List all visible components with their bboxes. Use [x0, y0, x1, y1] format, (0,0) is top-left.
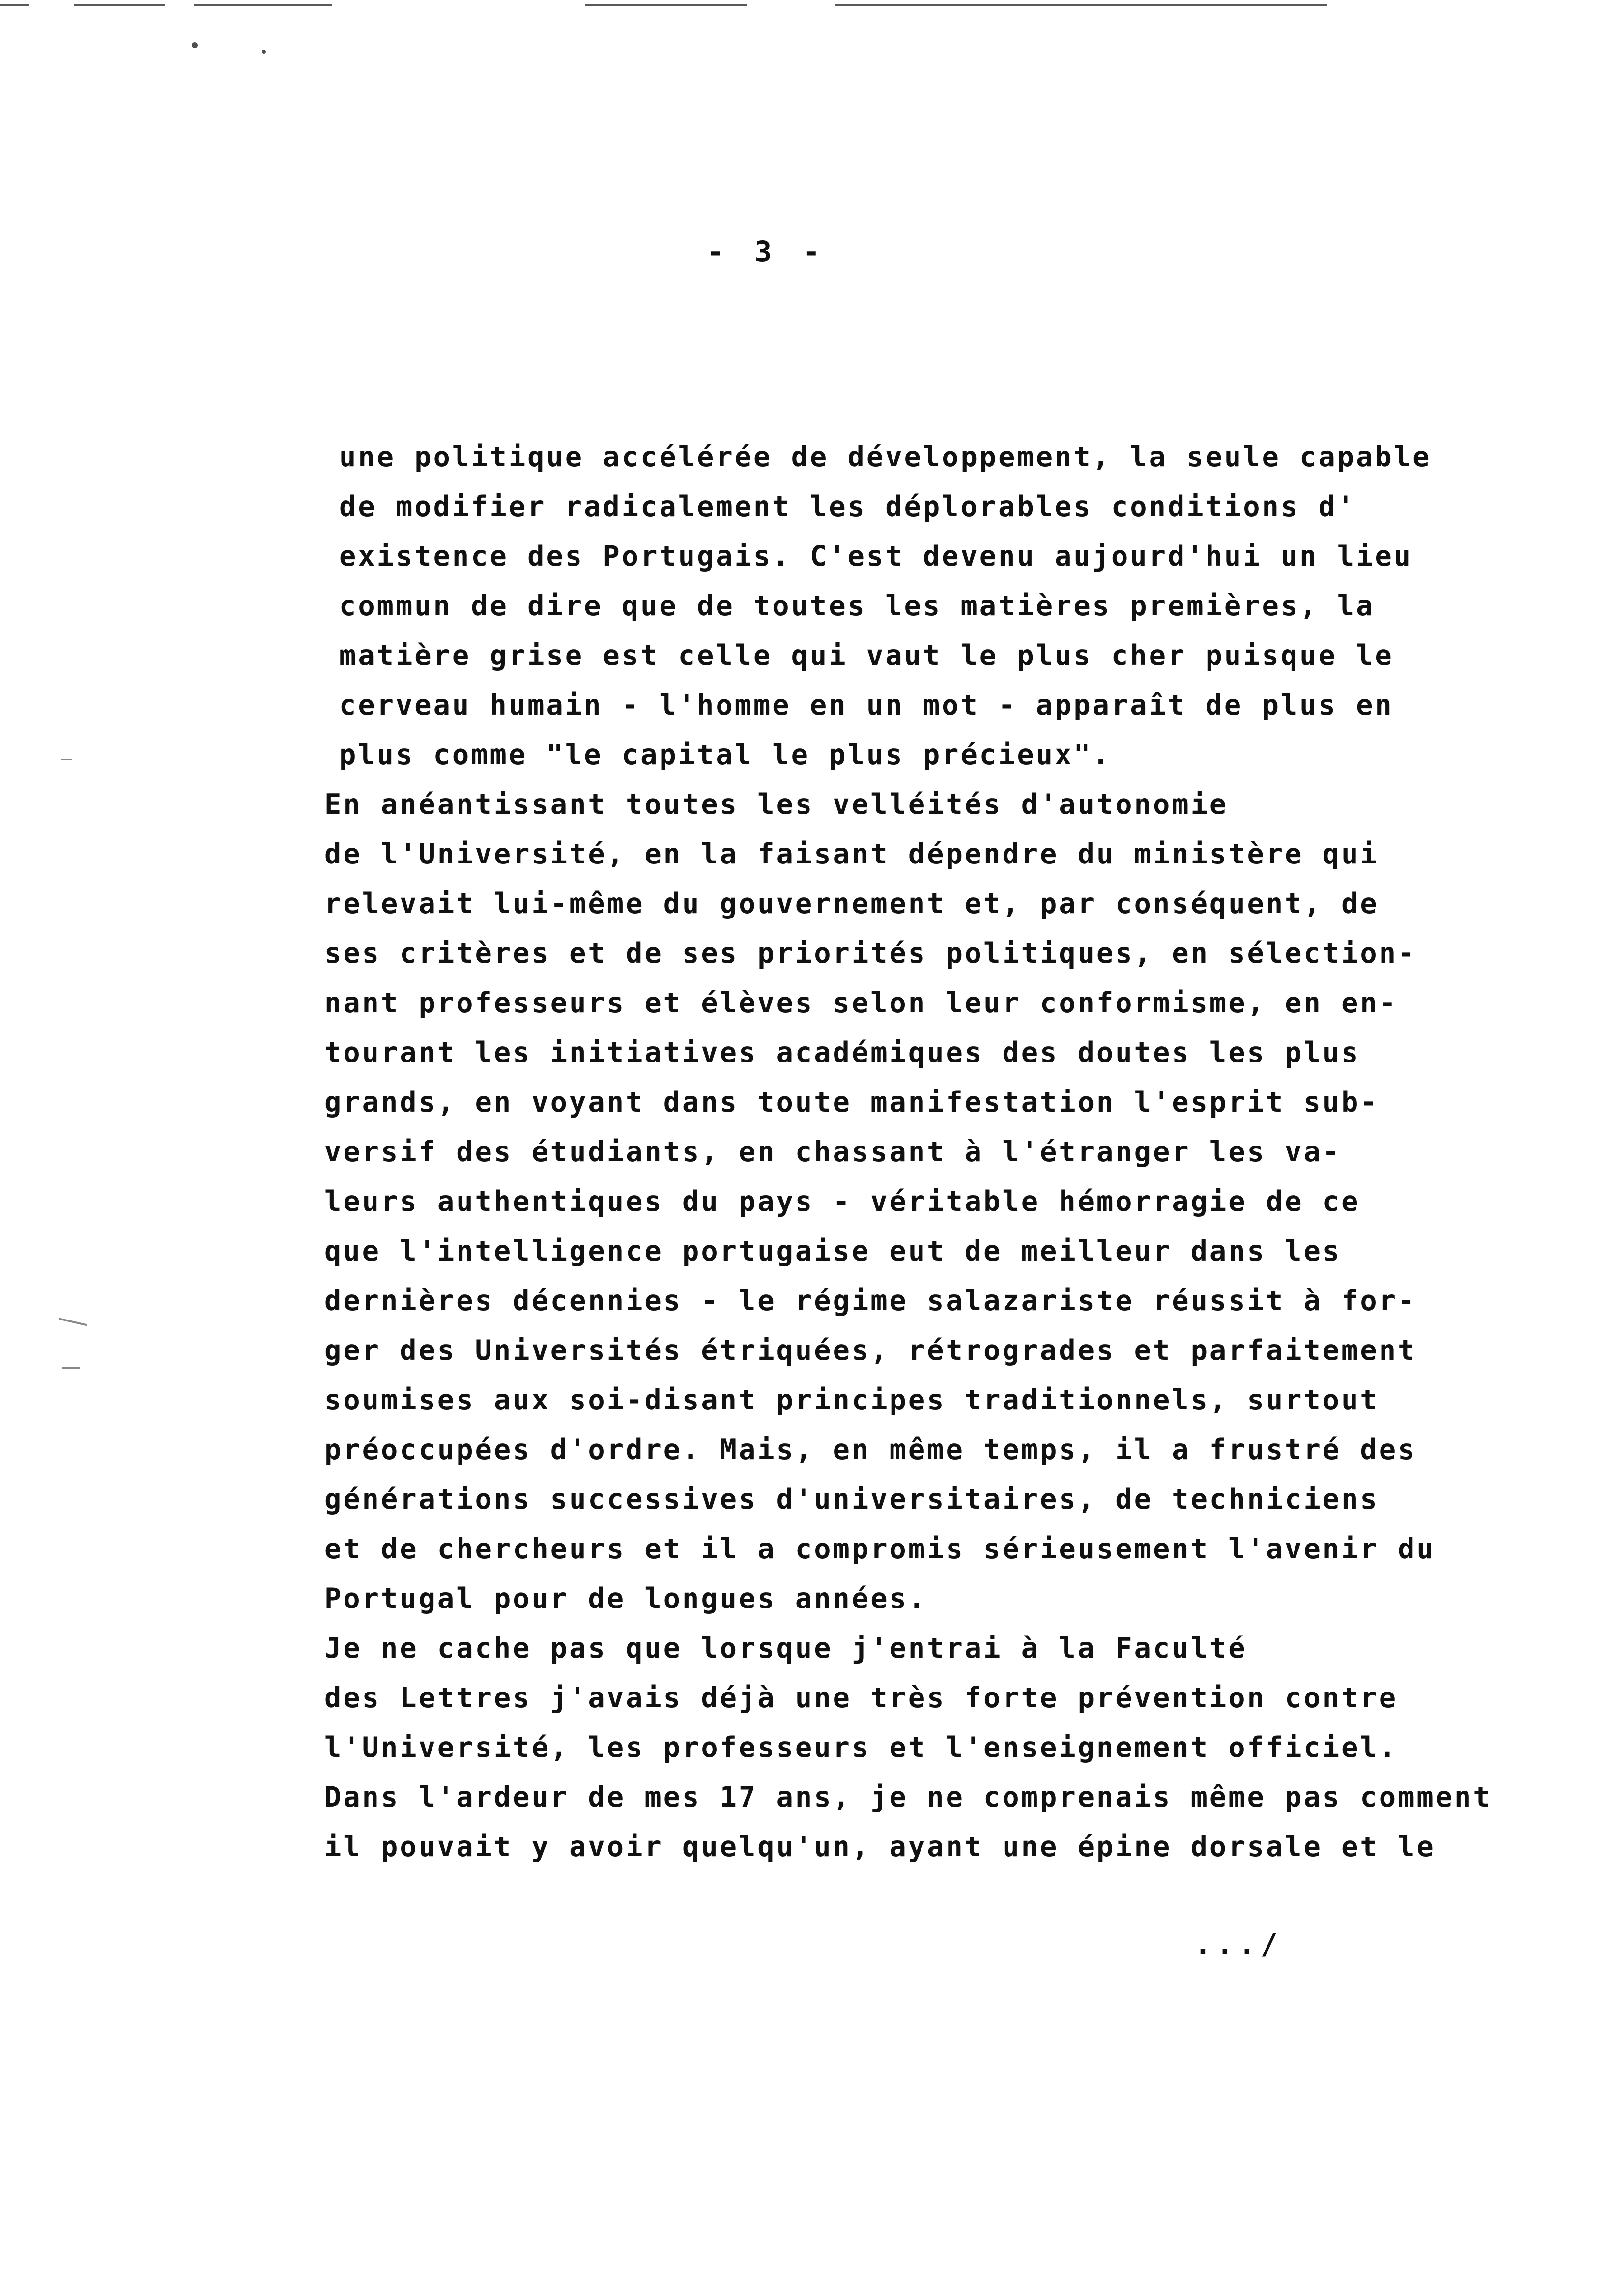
continuation-marker: .../ [1194, 1927, 1283, 1961]
scan-speck [262, 50, 266, 54]
paragraph: une politique accélérée de développement, la seule capable de modifier radicalement les déplorables conditions d' existence des Portugais. C'est devenu aujourd'hui un lieu commun de dire que de toutes les matières premières, la matière grise est celle qui vaut le plus cher puisque le cerveau humain - l'homme en un mot - apparaît de plus en plus comme "le capital le plus précieux". [339, 441, 1432, 771]
margin-mark [59, 1318, 87, 1326]
top-scan-rule [194, 4, 332, 6]
margin-mark [62, 1367, 80, 1369]
top-scan-rule [74, 4, 165, 6]
paragraph: En anéantissant toutes les velléités d'autonomie de l'Université, en la faisant dépendre du ministère qui relevait lui-même du gouvernement et, par conséquent, de ses critères et de ses priorités politiques, en sélection- nant professeurs et élèves selon leur conformisme, en en- tourant les initiatives académiques des doutes les plus grands, en voyant dans toute manifestation l'esprit sub- versif des étudiants, en chassant à l'étranger les va- leurs authentiques du pays - véritable hémorragie de ce que l'intelligence portugaise eut de meilleur dans les dernières décennies - le régime salazariste réussit à for- ger des Universités étriquées, rétrogrades et parfaitement soumises aux soi-disant principes traditionnels, surtout préoccupées d'ordre. Mais, en même temps, il a frustré des générations successives d'universitaires, de techniciens et de chercheurs et il a compromis sérieusement l'avenir du Portugal pour de longues années. [324, 788, 1436, 1615]
scan-speck [192, 42, 198, 48]
document-body [324, 432, 1538, 1872]
top-scan-rule [835, 4, 1327, 6]
page-number: - 3 - [706, 235, 827, 268]
paragraph: Je ne cache pas que lorsque j'entrai à la Faculté des Lettres j'avais déjà une très forte prévention contre l'Université, les professeurs et l'enseignement officiel. Dans l'ardeur de mes 17 ans, je ne comprenais même pas comment il pouvait y avoir quelqu'un, ayant une épine dorsale et le [324, 1632, 1492, 1863]
margin-mark [61, 759, 72, 760]
top-scan-rule [0, 4, 29, 6]
top-scan-rule [585, 4, 747, 6]
